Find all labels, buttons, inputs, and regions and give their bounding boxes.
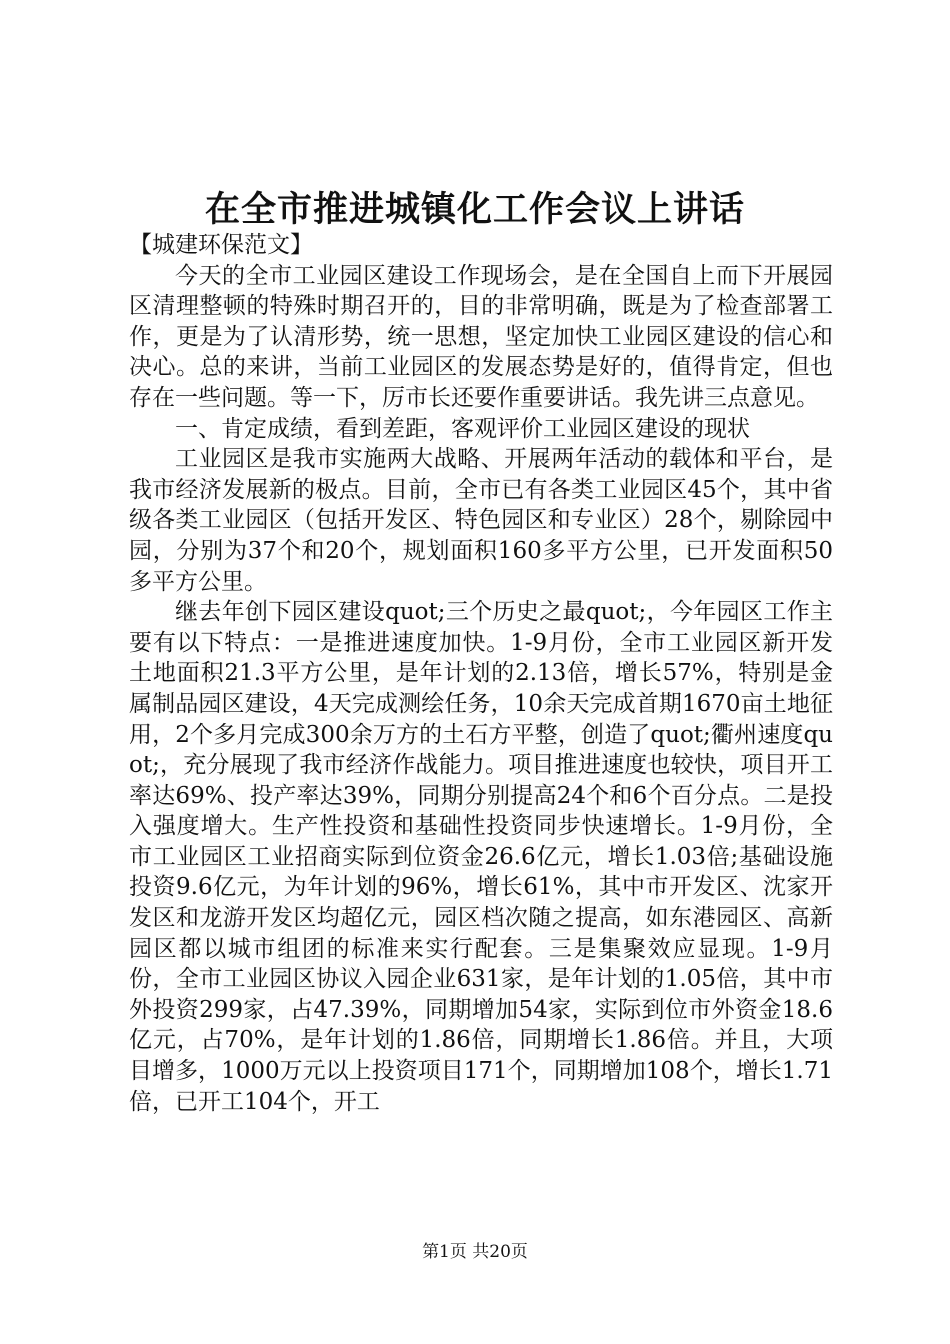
paragraph-features: 继去年创下园区建设quot;三个历史之最quot;，今年园区工作主要有以下特点：一是推进速度加快。1-9月份，全市工业园区新开发土地面积21.3平方公里，是年计划的2.13倍，增长57%，特别是金属制品园区建设，4天完成测绘任务，10余天完成首期1670亩土地征用，2个多月完成300余万方的土石方平整，创造了quot;衢州速度quot;，充分展现了我市经济作战能力。项目推进速度也较快，项目开工率达69%、投产率达39%，同期分别提高24个和6个百分点。二是投入强度增大。生产性投资和基础性投资同步快速增长。1-9月份，全市工业园区工业招商实际到位资金26.6亿元，增长1.03倍;基础设施投资9.6亿元，为年计划的96%，增长61%，其中市开发区、沈家开发区和龙游开发区均超亿元，园区档次随之提高，如东港园区、高新园区都以城市组团的标准来实行配套。三是集聚效应显现。1-9月份，全市工业园区协议入园企业631家，是年计划的1.05倍，其中市外投资299家，占47.39%，同期增加54家，实际到位市外资金18.6亿元，占70%，是年计划的1.86倍，同期增长1.86倍。并且，大项目增多，1000万元以上投资项目171个，同期增加108个，增长1.71倍，已开工104个，开工 [129,599,833,1115]
paragraph-intro: 今天的全市工业园区建设工作现场会，是在全国自上而下开展园区清理整顿的特殊时期召开的，目的非常明确，既是为了检查部署工作，更是为了认清形势，统一思想，坚定加快工业园区建设的信心和决心。总的来讲，当前工业园区的发展态势是好的，值得肯定，但也存在一些问题。等一下，厉市长还要作重要讲话。我先讲三点意见。 [129,262,833,411]
paragraph-overview: 工业园区是我市实施两大战略、开展两年活动的载体和平台，是我市经济发展新的极点。目前，全市已有各类工业园区45个，其中省级各类工业园区（包括开发区、特色园区和专业区）28个，剔除园中园，分别为37个和20个，规划面积160多平方公里，已开发面积50多平方公里。 [129,446,833,595]
category-label: 【城建环保范文】 [129,232,313,258]
document-body [129,230,833,1117]
page-title: 在全市推进城镇化工作会议上讲话 [204,189,745,230]
section-heading: 一、肯定成绩，看到差距，客观评价工业园区建设的现状 [175,415,750,442]
page-footer: 第1页 共20页 [422,1242,528,1262]
